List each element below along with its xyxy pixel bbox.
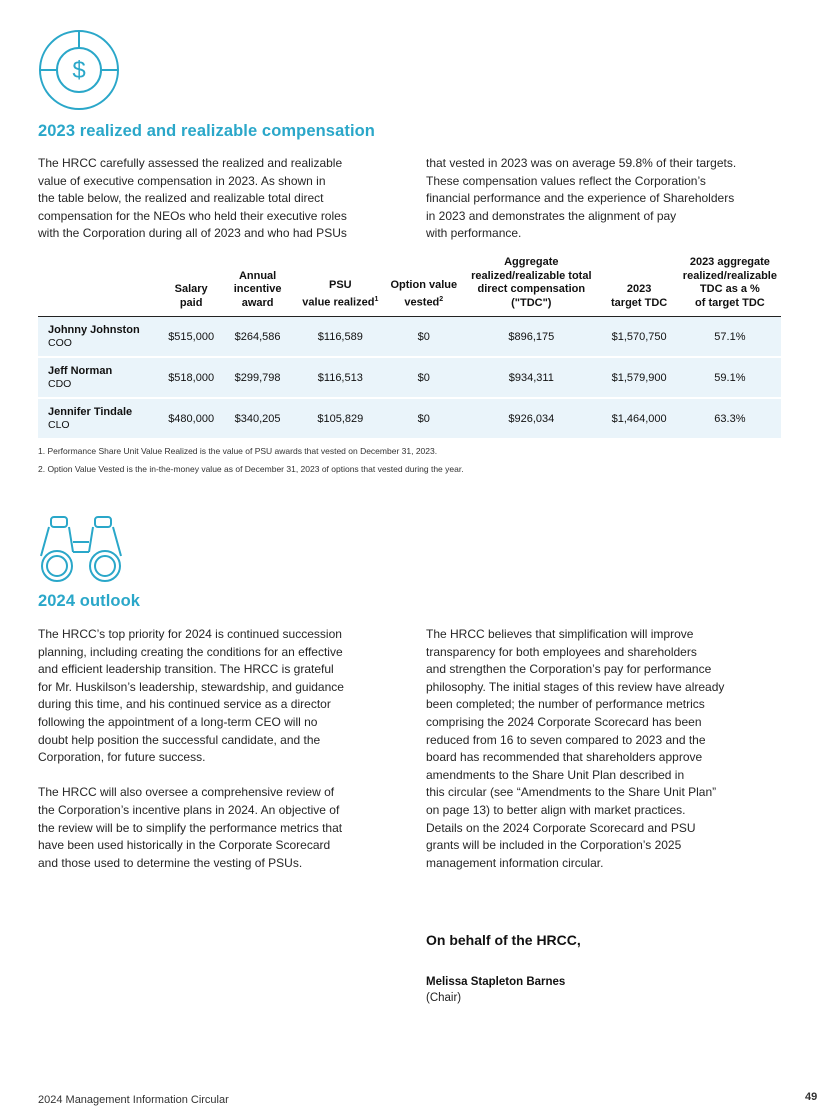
table-cell: $116,513	[296, 357, 384, 398]
table-header-psu: PSU value realized$^1$	[296, 256, 384, 317]
table-cell: $0	[385, 317, 464, 358]
table-cell: $480,000	[163, 398, 219, 439]
binoculars-icon	[37, 514, 125, 584]
table-cell: $518,000	[163, 357, 219, 398]
table-header-pct-target: 2023 aggregate realized/realizable TDC as a % of target TDC	[679, 256, 781, 317]
signature-heading: On behalf of the HRCC,	[426, 932, 581, 948]
table-header-aggregate: Aggregate realized/realizable total direct compensation ("TDC")	[463, 256, 599, 317]
table-footnote-1: 1. Performance Share Unit Value Realized is the value of PSU awards that vested on December 31, 2023.	[38, 446, 438, 456]
table-header-option: Option value vested$^2$	[385, 256, 464, 317]
footer-document-title: 2024 Management Information Circular	[38, 1094, 229, 1106]
table-cell: $896,175	[463, 317, 599, 358]
compensation-paragraph-left: The HRCC carefully assessed the realized and realizable value of executive compensation in 2023. As shown in the table below, the realized and realizable total direct compensation for the NEOs who held their executive roles with the Corporation during all of 2023 and who had PSUs	[38, 156, 347, 241]
signatory-name: Melissa Stapleton Barnes	[426, 976, 566, 988]
table-cell: $1,464,000	[600, 398, 679, 439]
table-header-salary: Salary paid	[163, 256, 219, 317]
table-cell: $105,829	[296, 398, 384, 439]
table-cell: 57.1%	[679, 317, 781, 358]
table-cell: 63.3%	[679, 398, 781, 439]
table-cell: $0	[385, 398, 464, 439]
page-number: 49	[805, 1091, 818, 1103]
table-row	[38, 398, 781, 439]
svg-text:$: $	[72, 57, 86, 84]
section-heading-outlook: 2024 outlook	[38, 592, 141, 610]
table-row	[38, 317, 781, 358]
table-header-annual-incentive: Annual incentive award	[219, 256, 296, 317]
executive-name-cell: Jeff Norman CDO	[38, 357, 163, 398]
table-header-target-tdc: 2023 target TDC	[600, 256, 679, 317]
table-cell: $264,586	[219, 317, 296, 358]
table-cell: $116,589	[296, 317, 384, 358]
table-cell: $1,579,900	[600, 357, 679, 398]
outlook-paragraph-right: The HRCC believes that simplification will improve transparency for both employees and shareholders and strengthen the Corporation’s pay for performance philosophy. The initial stages of this review have already been completed; the number of performance metrics comprising the 2024 Corporate Scorecard has been reduced from 16 to seven compared to 2023 and the board has recommended that shareholders approve amendments to the Share Unit Plan described in this circular (see “Amendments to the Share Unit Plan” on page 13) to better align with market practices. Details on the 2024 Corporate Scorecard and PSU grants will be included in the Corporation’s 2025 management information circular.	[426, 627, 725, 870]
table-footnote-2: 2. Option Value Vested is the in-the-money value as of December 31, 2023 of options that vested during the year.	[38, 464, 464, 474]
table-header-row	[38, 256, 781, 317]
table-cell: 59.1%	[679, 357, 781, 398]
table-cell: $340,205	[219, 398, 296, 439]
table-cell: $934,311	[463, 357, 599, 398]
compensation-table	[38, 256, 781, 440]
outlook-paragraph-left: The HRCC’s top priority for 2024 is continued succession planning, including creating the conditions for an effective and efficient leadership transition. The HRCC is grateful for Mr. Huskilson’s leadership, stewardship, and guidance during this time, and his continued service as a director following the appointment of a long-term CEO will no doubt help position the successful candidate, and the Corporation, for future success. The HRCC will also oversee a comprehensive review of the Corporation’s incentive plans in 2024. An objective of the review will be to simplify the performance metrics that have been used historically in the Corporate Scorecard and those used to determine the vesting of PSUs.	[38, 627, 344, 870]
section-heading-compensation: 2023 realized and realizable compensation	[38, 122, 375, 140]
table-cell: $1,570,750	[600, 317, 679, 358]
compensation-paragraph-right: that vested in 2023 was on average 59.8% of their targets. These compensation values reflect the Corporation’s financial performance and the experience of Shareholders in 2023 and demonstrates the alignment of pay with performance.	[426, 156, 737, 241]
table-cell: $0	[385, 357, 464, 398]
executive-name-cell: Jennifer Tindale CLO	[38, 398, 163, 439]
table-cell: $299,798	[219, 357, 296, 398]
executive-name-cell: Johnny Johnston COO	[38, 317, 163, 358]
table-cell: $515,000	[163, 317, 219, 358]
table-row	[38, 357, 781, 398]
signatory-role: (Chair)	[426, 992, 462, 1004]
dollar-coin-icon	[37, 28, 121, 112]
table-header-name	[38, 256, 163, 317]
table-cell: $926,034	[463, 398, 599, 439]
